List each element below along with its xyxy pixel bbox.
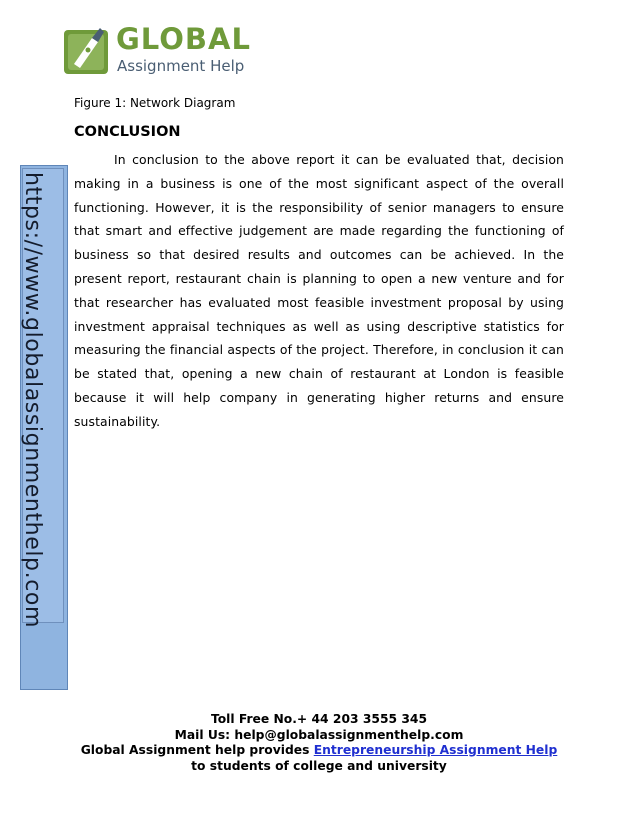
brand-logo (62, 22, 262, 82)
conclusion-paragraph: In conclusion to the above report it can be evaluated that, decision making in a business is one of the most significant aspect of the overall functioning. However, it is the responsibility of senior managers to ensure that smart and effective judgement are made regarding the functioning of business so that desired results and outcomes can be achieved. In the present report, restaurant chain is planning to open a new venture and for that researcher has evaluated most feasible investment proposal by using investment appraisal techniques as well as using descriptive statistics for measuring the financial aspects of the project. Therefore, in conclusion it can be stated that, opening a new chain of restaurant at London is feasible because it will help company in generating higher returns and ensure sustainability. (74, 152, 564, 429)
entrepreneurship-assignment-link[interactable]: Entrepreneurship Assignment Help (313, 743, 558, 757)
mail-address: Mail Us: help@globalassignmenthelp.com (174, 727, 464, 742)
logo-tagline: Assignment Help (117, 57, 245, 75)
services-prefix: Global Assignment help provides (80, 743, 314, 757)
pen-nib-logo-icon (62, 24, 112, 78)
section-heading: CONCLUSION (74, 124, 181, 140)
services-line (0, 743, 638, 759)
audience-line: to students of college and university (191, 758, 447, 773)
toll-free-number: Toll Free No.+ 44 203 3555 345 (210, 712, 428, 726)
logo-brand-text: GLOBAL (116, 22, 251, 56)
sidebar-url-text[interactable]: https://www.globalassignmenthelp.com (20, 172, 45, 629)
page-footer (0, 712, 638, 774)
figure-caption: Figure 1: Network Diagram (74, 96, 236, 110)
